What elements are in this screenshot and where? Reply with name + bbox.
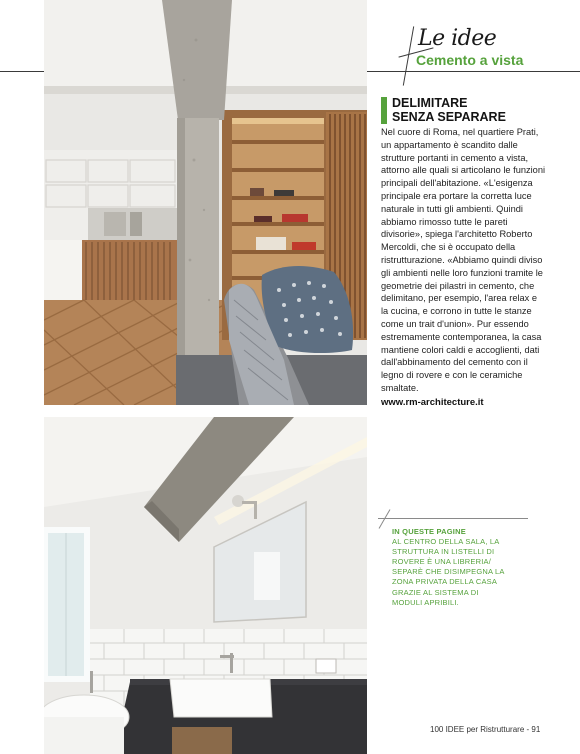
photo-living-room	[44, 0, 367, 405]
title-accent-bar	[381, 97, 387, 124]
article-body-text: Nel cuore di Roma, nel quartiere Prati, un appartamento è scandito dalle strutture portanti in cemento a vista, attorno alle quali si articolano le funzioni principali dell'abitazione. «L'esigenza principale era portare la corretta luce naturale in tutti gli ambienti. Quindi abbiamo rimosso tutte le pareti divisorie», spiega l'architetto Roberto Mercoldi, che si è occupato della ristrutturazione. «Abbiamo quindi diviso gli ambienti nelle loro funzioni tramite le geometrie dei pilastri in cemento, che delimitano, per esempio, l'area relax e la cucina, e corrono in tutte le stanze come un trait d'union». Pur essendo estremamente contemporanea, la casa mantiene colori caldi e accoglienti, dati dall'abbinamento del cemento con il legno di rovere e con le ceramiche smaltate.	[381, 127, 546, 393]
caption-tick-mark	[379, 509, 391, 529]
article-body	[381, 126, 546, 395]
article-url[interactable]: www.rm-architecture.it	[381, 397, 484, 408]
header-rule-right	[366, 71, 580, 72]
photo-bathroom	[44, 417, 367, 754]
rubric-title: Le idee	[418, 26, 497, 51]
caption-text: AL CENTRO DELLA SALA, LA STRUTTURA IN LISTELLI DI ROVERE È UNA LIBRERIA/ SEPARÈ CHE DISIMPEGNA LA ZONA PRIVATA DELLA CASA GRAZIE AL SISTEMA DI MODULI APRIBILI.	[392, 537, 505, 607]
header-rule-left	[0, 71, 44, 72]
caption-rule	[378, 518, 528, 519]
photo-caption	[392, 527, 510, 608]
rubric-subtitle: Cemento a vista	[416, 52, 524, 68]
page-folio: 100 IDEE per Ristrutturare - 91	[430, 725, 541, 734]
article-title-line-2: SENZA SEPARARE	[392, 109, 506, 124]
article-title-line-1: DELIMITARE	[392, 96, 468, 110]
caption-heading: IN QUESTE PAGINE	[392, 527, 466, 536]
article-title	[392, 97, 562, 124]
